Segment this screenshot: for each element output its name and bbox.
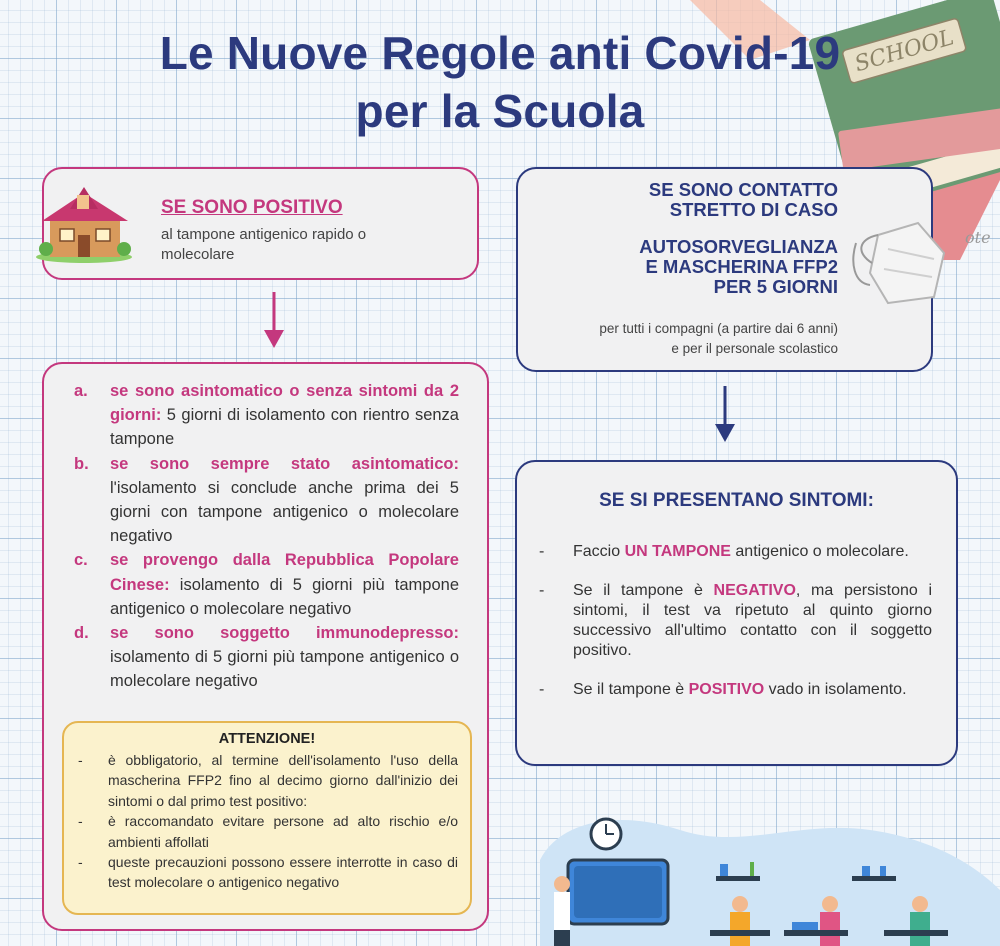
list-item: a. se sono asintomatico o senza sintomi da 2 giorni: 5 giorni di isolamento con rientro senza tampone xyxy=(74,382,459,449)
cases-list xyxy=(74,379,459,694)
list-item: - Se il tampone è NEGATIVO, ma persistono i sintomi, il test va ripetuto al quinto giorno successivo all'ultimo contatto con il soggetto positivo. xyxy=(539,582,932,659)
symptoms-box xyxy=(515,460,958,766)
positive-box xyxy=(42,167,479,280)
list-item: c. se provengo dalla Repubblica Popolare Cinese: isolamento di 5 giorni più tampone antigenico o molecolare negativo xyxy=(74,551,459,618)
classroom-illustration xyxy=(540,800,1000,946)
house-icon xyxy=(32,183,132,263)
attention-list xyxy=(78,750,458,893)
arrow-down-icon xyxy=(713,386,737,442)
list-item: - è raccomandato evitare persone ad alto rischio e/o ambienti affollati xyxy=(78,813,458,850)
list-item: d. se sono soggetto immunodepresso: isolamento di 5 giorni più tampone antigenico o molecolare negativo xyxy=(74,624,459,691)
contact-box xyxy=(516,167,933,372)
title-line-2: per la Scuola xyxy=(355,85,645,137)
book-label: SCHOOL xyxy=(852,25,957,78)
attention-box xyxy=(62,721,472,915)
list-item: b. se sono sempre stato asintomatico: l'isolamento si conclude anche prima dei 5 giorni con tampone antigenico o molecolare negativo xyxy=(74,454,459,546)
contact-note: per tutti i compagni (a partire dai 6 anni) e per il personale scolastico xyxy=(599,321,838,356)
positive-subtitle: al tampone antigenico rapido o molecolare xyxy=(161,226,367,263)
attention-title: ATTENZIONE! xyxy=(218,731,316,747)
symptoms-heading: SE SI PRESENTANO SINTOMI: xyxy=(599,490,874,511)
list-item: - è obbligatorio, al termine dell'isolamento l'uso della mascherina FFP2 fino al decimo giorno dall'inizio dei sintomi o dal primo test positivo: xyxy=(78,752,458,809)
isolation-rules-box xyxy=(42,362,489,931)
symptoms-list xyxy=(539,542,932,719)
list-item: - Faccio UN TAMPONE antigenico o molecolare. xyxy=(539,543,909,560)
title-line-1: Le Nuove Regole anti Covid-19 xyxy=(159,27,841,79)
list-item: - Se il tampone è POSITIVO vado in isolamento. xyxy=(539,681,907,698)
positive-heading: SE SONO POSITIVO xyxy=(161,197,343,218)
list-item: - queste precauzioni possono essere interrotte in caso di test molecolare o antigenico negativo xyxy=(78,854,458,891)
page-title xyxy=(130,24,870,140)
contact-action: AUTOSORVEGLIANZA E MASCHERINA FFP2 PER 5 GIORNI xyxy=(639,236,838,297)
ffp2-mask-icon xyxy=(848,213,948,309)
arrow-down-icon xyxy=(262,292,286,348)
contact-heading: SE SONO CONTATTO STRETTO DI CASO xyxy=(648,179,838,220)
note-label: ote xyxy=(965,228,991,247)
